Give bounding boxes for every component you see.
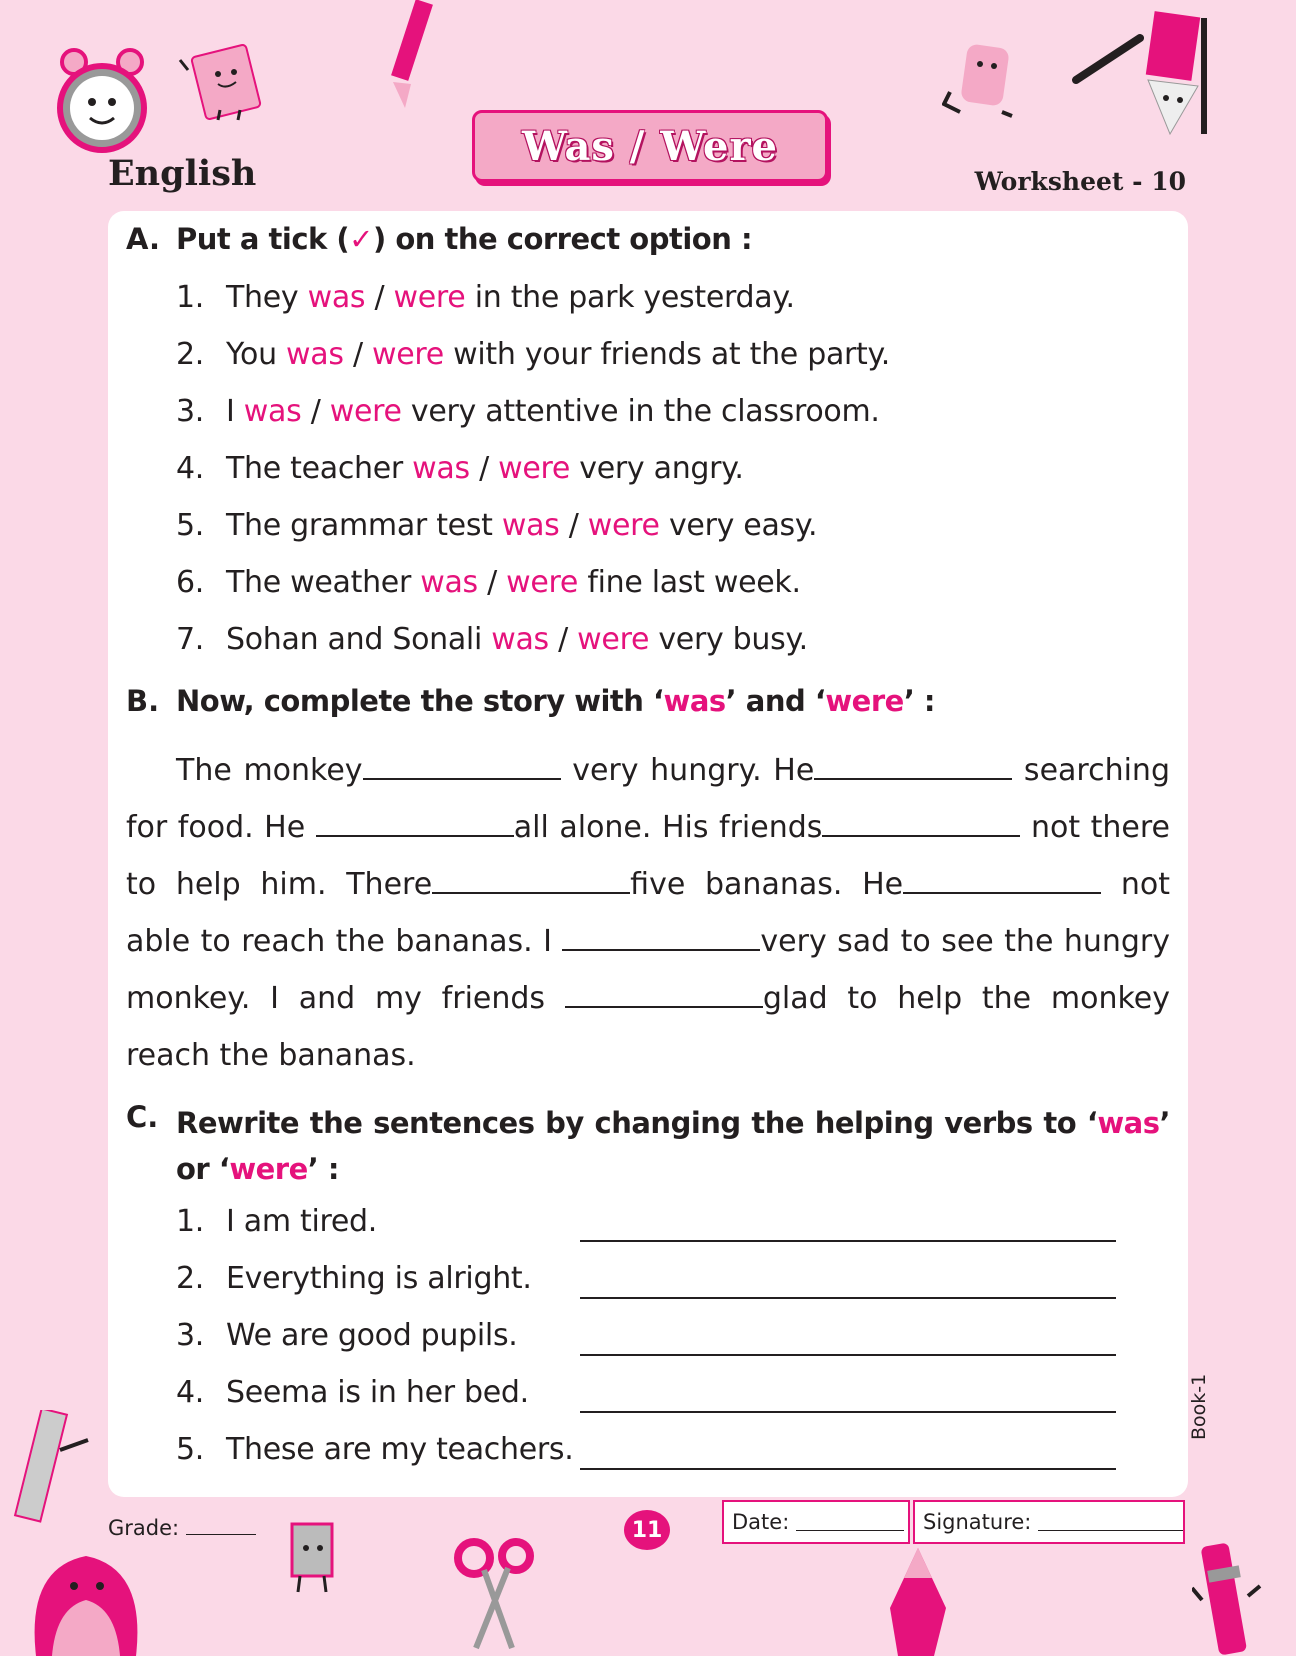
- section-a-letter: A.: [126, 222, 160, 256]
- story-blank[interactable]: [316, 813, 514, 837]
- notebook-icon: [178, 40, 268, 124]
- worksheet-number: Worksheet - 10: [974, 167, 1186, 196]
- option-were[interactable]: were: [587, 508, 660, 543]
- option-was[interactable]: was: [412, 451, 470, 486]
- section-a-item: 2. You was / were with your friends at the party.: [176, 337, 890, 372]
- subject-label: English: [108, 153, 257, 194]
- section-c-item: 2. Everything is alright.: [176, 1261, 532, 1296]
- crayon-icon: [884, 1548, 954, 1656]
- item-number: 4.: [176, 451, 205, 486]
- signature-label: Signature:: [923, 1510, 1032, 1534]
- section-b-letter: B.: [126, 684, 160, 718]
- eraser-icon: [942, 42, 1022, 122]
- section-c-item: 5. These are my teachers.: [176, 1432, 574, 1467]
- section-a-item: 5. The grammar test was / were very easy.: [176, 508, 818, 543]
- pencil-icon: [385, 0, 445, 110]
- section-c-item: 1. I am tired.: [176, 1204, 378, 1239]
- story-blank[interactable]: [363, 756, 561, 780]
- pen-character-icon: [1192, 1540, 1262, 1656]
- section-b-heading: Now, complete the story with ‘was’ and ‘were’ :: [176, 684, 936, 718]
- backpack-icon: [16, 1528, 156, 1656]
- item-number: 2.: [176, 337, 205, 372]
- worksheet-title: Was / Were: [522, 122, 778, 170]
- option-was[interactable]: was: [501, 508, 560, 543]
- story-blank[interactable]: [565, 984, 763, 1008]
- scissors-icon: [452, 1536, 536, 1652]
- option-was[interactable]: was: [243, 394, 302, 429]
- answer-line[interactable]: [580, 1466, 1116, 1470]
- section-a-item: 7. Sohan and Sonali was / were very busy.: [176, 622, 808, 657]
- item-number: 5.: [176, 1432, 205, 1467]
- grade-field[interactable]: [108, 1516, 256, 1540]
- answer-line[interactable]: [580, 1295, 1116, 1299]
- section-c-item: 4. Seema is in her bed.: [176, 1375, 529, 1410]
- item-number: 1.: [176, 1204, 205, 1239]
- story-blank[interactable]: [903, 870, 1101, 894]
- option-was[interactable]: was: [286, 337, 344, 372]
- pencil-character-icon: [1070, 8, 1210, 138]
- section-c-item: 3. We are good pupils.: [176, 1318, 518, 1353]
- story-blank[interactable]: [822, 813, 1020, 837]
- option-was[interactable]: was: [420, 565, 478, 600]
- option-were[interactable]: were: [506, 565, 579, 600]
- section-a-item: 6. The weather was / were fine last week.: [176, 565, 801, 600]
- worksheet-title-banner: [472, 110, 828, 182]
- section-a-item: 3. I was / were very attentive in the classroom.: [176, 394, 880, 429]
- item-number: 6.: [176, 565, 205, 600]
- option-was[interactable]: was: [491, 622, 549, 657]
- section-a-item: 4. The teacher was / were very angry.: [176, 451, 744, 486]
- item-number: 1.: [176, 280, 205, 315]
- story-blank[interactable]: [814, 756, 1012, 780]
- section-c-letter: C.: [126, 1100, 159, 1134]
- story-paragraph: The monkey very hungry. He searching for food. He all alone. His friends not there to help him. There five bananas. He not able to reach the bananas. I very sad to see the hungry monkey. I and my friends glad to help the monkey reach the bananas.: [126, 753, 1171, 1073]
- option-were[interactable]: were: [371, 337, 444, 372]
- section-c-heading: Rewrite the sentences by changing the helping verbs to ‘was’ or ‘were’ :: [176, 1106, 1170, 1186]
- tick-icon: ✓: [349, 222, 373, 256]
- option-was[interactable]: was: [307, 280, 366, 315]
- story-blank[interactable]: [562, 927, 760, 951]
- date-field[interactable]: [722, 1500, 910, 1544]
- item-number: 3.: [176, 394, 205, 429]
- answer-line[interactable]: [580, 1352, 1116, 1356]
- option-were[interactable]: were: [498, 451, 571, 486]
- section-a-item: 1. They was / were in the park yesterday.: [176, 280, 795, 315]
- sharpener-icon: [284, 1518, 344, 1594]
- item-number: 3.: [176, 1318, 205, 1353]
- section-a-heading: Put a tick (✓) on the correct option :: [176, 222, 753, 256]
- alarm-clock-icon: [52, 44, 152, 164]
- answer-line[interactable]: [580, 1409, 1116, 1413]
- item-number: 7.: [176, 622, 205, 657]
- option-were[interactable]: were: [393, 280, 466, 315]
- ruler-icon: [10, 1410, 90, 1530]
- option-were[interactable]: were: [577, 622, 650, 657]
- item-number: 4.: [176, 1375, 205, 1410]
- book-label: Book-1: [1188, 1373, 1210, 1440]
- story-blank[interactable]: [432, 870, 630, 894]
- option-were[interactable]: were: [329, 394, 402, 429]
- answer-line[interactable]: [580, 1238, 1116, 1242]
- grade-label: Grade:: [108, 1516, 180, 1540]
- item-number: 2.: [176, 1261, 205, 1296]
- date-label: Date:: [732, 1510, 790, 1534]
- page-number-badge: 11: [624, 1510, 670, 1550]
- signature-field[interactable]: [913, 1500, 1185, 1544]
- item-number: 5.: [176, 508, 205, 543]
